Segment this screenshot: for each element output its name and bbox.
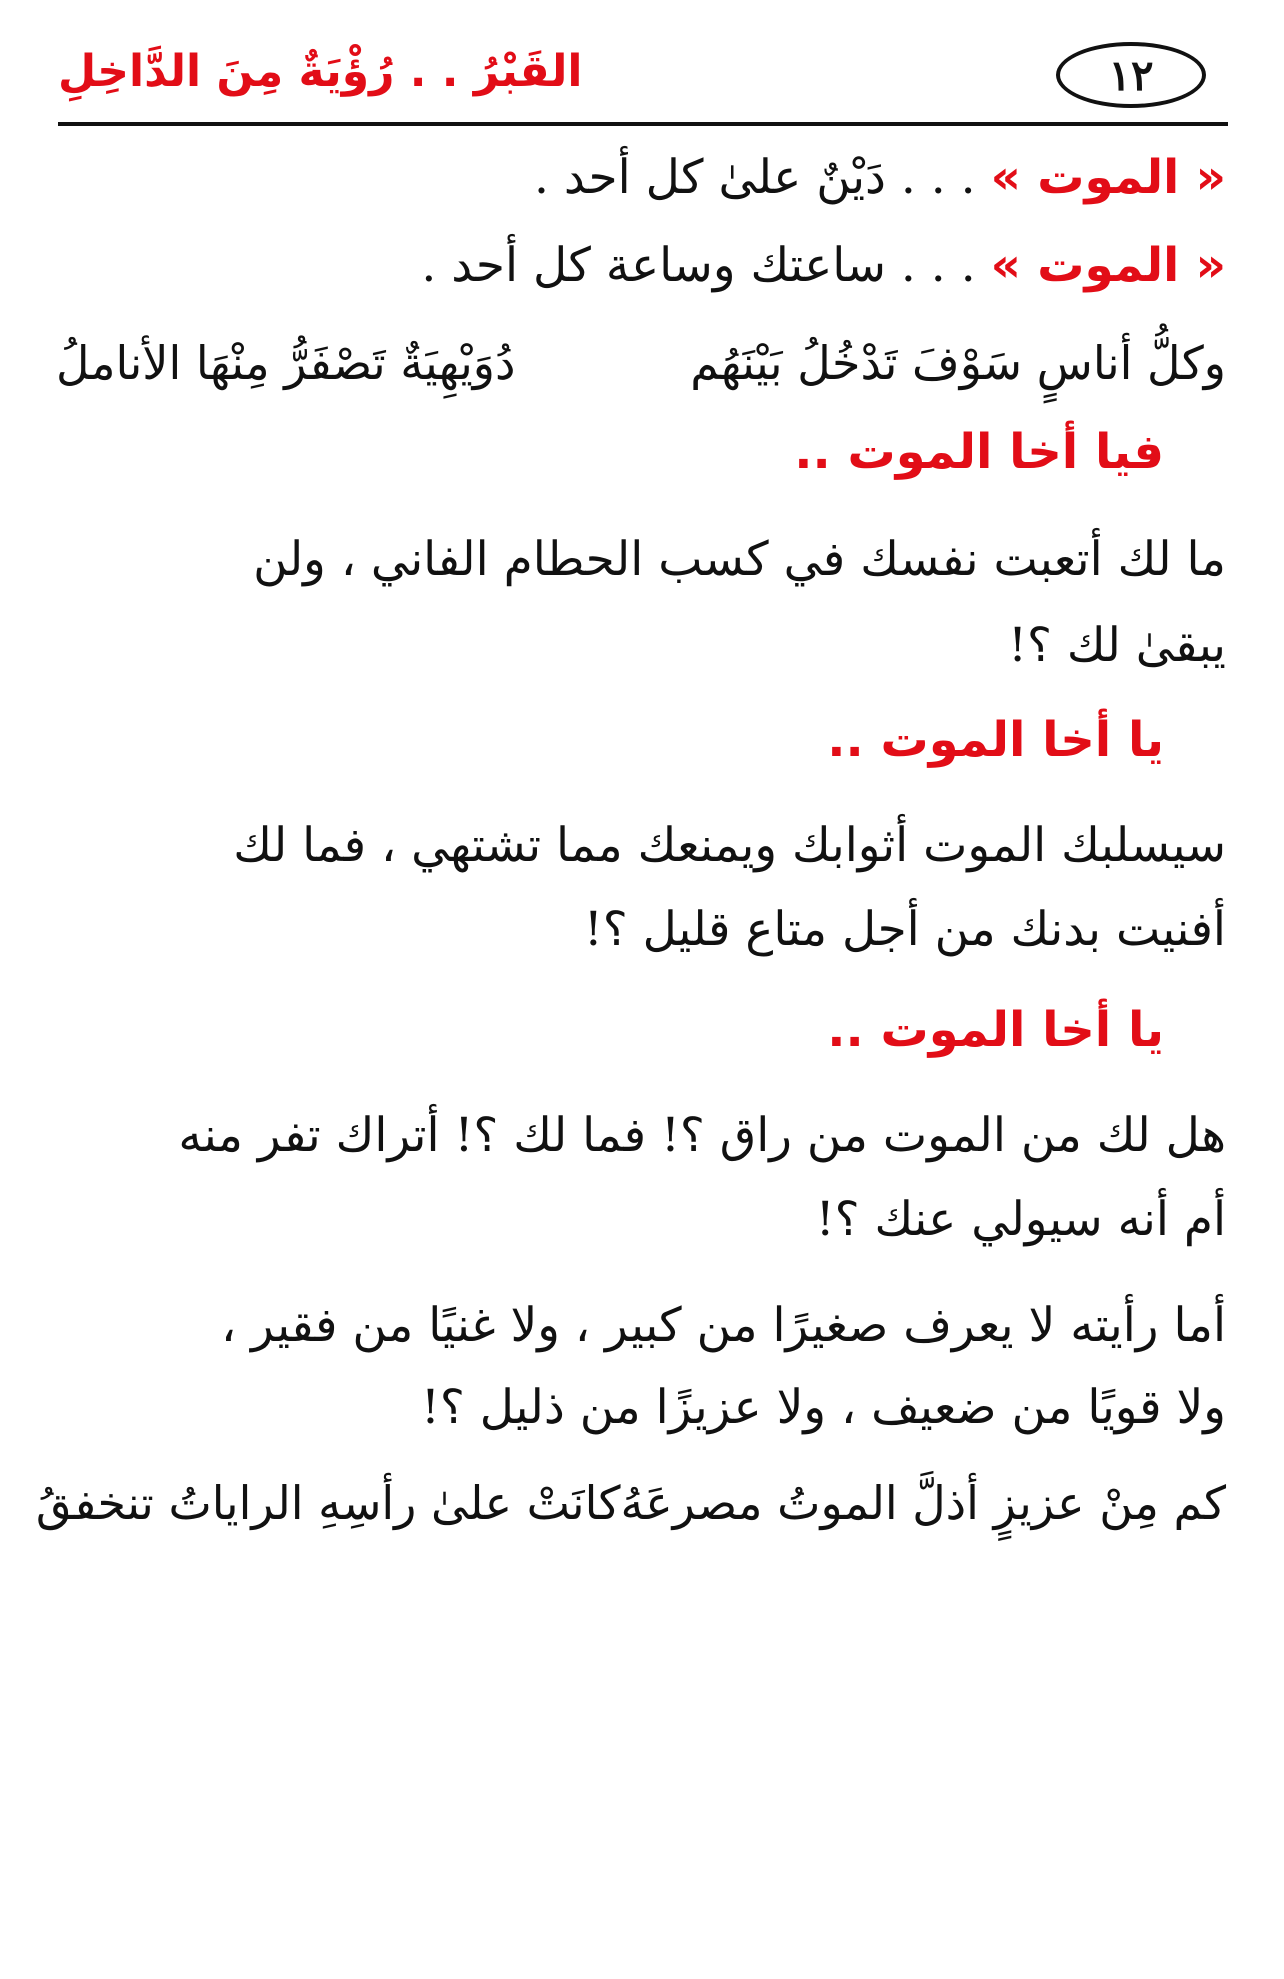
page-header: [58, 38, 1228, 126]
paragraph-line: يبقىٰ لك ؟!: [1008, 618, 1226, 673]
running-title: القَبْرُ . . رُؤْيَةٌ مِنَ الدَّاخِلِ: [58, 46, 583, 97]
verse-first-hemistich: وكلُّ أناسٍ سَوْفَ تَدْخُلُ بَيْنَهُم: [690, 336, 1226, 390]
intro-line-text: . . . دَيْنٌ علىٰ كل أحد .: [533, 150, 991, 205]
section-heading-1: فيا أخا الموت ..: [794, 424, 1164, 480]
paragraph-line: سيسلبك الموت أثوابك ويمنعك مما تشتهي ، فما لك: [233, 818, 1226, 873]
section-heading-2: يا أخا الموت ..: [827, 712, 1164, 768]
verse-first-hemistich: كم مِنْ عزيزٍ أذلَّ الموتُ مصرعَهُ: [620, 1476, 1226, 1530]
verse-second-hemistich: دُوَيْهِيَةٌ تَصْفَرُّ مِنْهَا الأناملُ: [56, 336, 516, 390]
paragraph-line: هل لك من الموت من راق ؟! فما لك ؟! أتراك تفر منه: [178, 1108, 1226, 1163]
verse-second-hemistich: كانَتْ علىٰ رأسِهِ الراياتُ تنخفقُ: [35, 1476, 621, 1530]
paragraph-line: ما لك أتعبت نفسك في كسب الحطام الفاني ، ولن: [253, 532, 1226, 587]
keyword-death: « الموت »: [990, 238, 1226, 293]
intro-line-text: . . . ساعتك وساعة كل أحد .: [421, 238, 991, 293]
page-number: ١٢: [1056, 42, 1206, 108]
poetry-verse-2: [35, 1476, 1226, 1530]
intro-line-1: [534, 150, 1226, 206]
paragraph-line: أم أنه سيولي عنك ؟!: [815, 1192, 1226, 1247]
section-heading-3: يا أخا الموت ..: [827, 1002, 1164, 1058]
keyword-death: « الموت »: [990, 150, 1226, 205]
paragraph-line: أما رأيته لا يعرف صغيرًا من كبير ، ولا غنيًا من فقير ،: [220, 1298, 1226, 1353]
intro-line-2: [421, 238, 1226, 294]
paragraph-line: ولا قويًا من ضعيف ، ولا عزيزًا من ذليل ؟!: [420, 1380, 1226, 1435]
paragraph-line: أفنيت بدنك من أجل متاع قليل ؟!: [583, 902, 1226, 957]
header-divider: [58, 122, 1228, 126]
poetry-verse-1: [56, 336, 1226, 390]
